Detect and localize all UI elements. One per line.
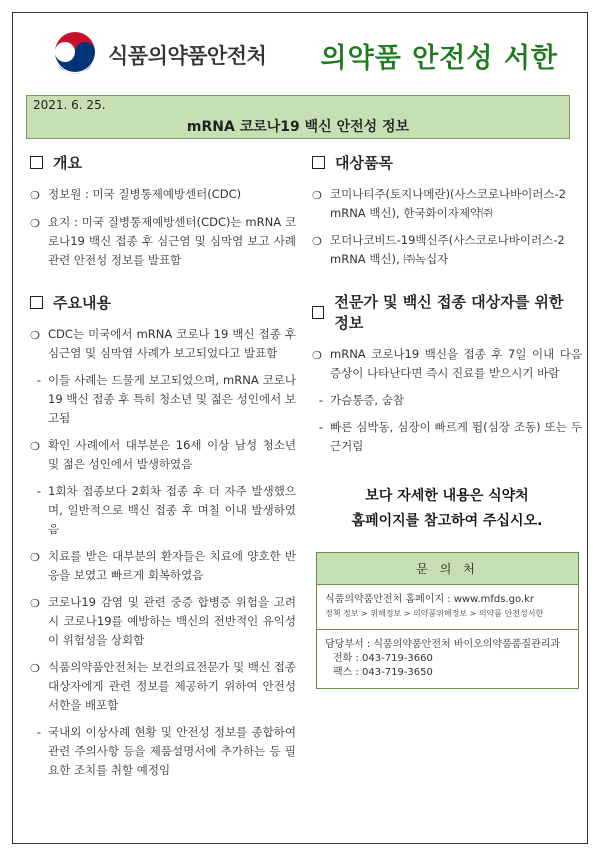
section-square-icon [30,296,43,309]
list-item [30,436,296,474]
contact-homepage [317,585,578,629]
contact-box [316,552,579,689]
left-column [30,152,296,788]
dash-bullet-icon: - [318,393,324,407]
homepage-link[interactable]: 식품의약품안전처 홈페이지 : www.mfds.go.kr [325,594,534,605]
section-square-icon [312,306,324,319]
list-item [30,371,296,428]
circle-bullet-icon: ❍ [30,329,40,342]
list-item [30,547,296,585]
main-content-list [30,325,296,780]
list-item-text: 코로나19 감염 및 관련 중증 합병증 위험을 고려시 코로나19를 예방하는 백신의 전반적인 유익성이 위험성을 상회함 [48,595,296,647]
list-item: ❍ 코미나티주(토지나메란)(사스코로나바이러스-2 mRNA 백신), 한국화이자제약㈜ [312,185,582,223]
circle-bullet-icon: ❍ [30,551,40,564]
right-column [312,152,582,689]
section-square-icon [30,156,43,169]
list-item [312,391,582,410]
list-item [30,658,296,715]
government-emblem-icon [50,30,100,80]
document-title: 의약품 안전성 서한 [320,43,558,74]
issue-date: 2021. 6. 25. [33,98,106,112]
notice-message: 보다 자세한 내용은 식약처 홈페이지를 참고하여 주십시오. [351,488,543,529]
list-item: ❍ 요지 : 미국 질병통제예방센터(CDC)는 mRNA 코로나19 백신 접종 후 심근염 및 심막염 보고 사례 관련 안전성 정보를 발표함 [30,213,296,270]
products-heading: 대상품목 [312,152,582,173]
list-item-text: 가슴통증, 숨참 [330,393,404,407]
fax-number: 팩스 : 043-719-3650 [333,667,433,678]
circle-bullet-icon: ❍ [30,440,40,453]
list-item-text: 1회차 접종보다 2회차 접종 후 더 자주 발생했으며, 일반적으로 백신 접종 후 며칠 이내 발생하였음 [48,484,296,536]
list-item-text: mRNA 코로나19 백신을 접종 후 7일 이내 다음 증상이 나타난다면 즉시 진료를 받으시기 바람 [330,347,582,380]
list-item [30,482,296,539]
list-item-text: 빠른 심박동, 심장이 빠르게 뜀(심장 조동) 또는 두근거림 [330,420,582,453]
circle-bullet-icon: ❍ [312,349,322,362]
contact-department [317,629,578,688]
list-item-text: 이들 사례는 드물게 보고되었으며, mRNA 코로나19 백신 접종 후 특히 청소년 및 젊은 성인에서 보고됨 [48,373,296,425]
main-content-heading: 주요내용 [30,292,296,313]
list-item-text: 국내외 이상사례 현황 및 안전성 정보를 종합하여 관련 주의사항 등을 제품설명서에 추가하는 등 필요한 조치를 취할 예정임 [48,725,296,777]
circle-bullet-icon: ❍ [30,189,40,202]
contact-heading: 문 의 처 [317,553,578,585]
department-name: 담당부서 : 식품의약품안전처 바이오의약품품질관리과 [325,639,561,650]
circle-bullet-icon: ❍ [312,189,322,202]
agency-name: 식품의약품안전처 [108,44,267,68]
agency-logo [50,30,266,80]
list-item-text: 치료를 받은 대부분의 환자들은 치료에 양호한 반응을 보였고 빠르게 회복하였음 [48,549,296,582]
list-item [30,723,296,780]
guidance-heading: 전문가 및 백신 접종 대상자를 위한 정보 [312,291,582,333]
circle-bullet-icon: ❍ [312,235,322,248]
subject-title: mRNA 코로나19 백신 안전성 정보 [186,119,410,135]
list-item: ❍ 모더나코비드-19백신주(사스코로나바이러스-2 mRNA 백신), ㈜녹십자 [312,231,582,269]
circle-bullet-icon: ❍ [30,217,40,230]
overview-heading: 개요 [30,152,296,173]
date-subject-bar [26,95,570,139]
list-item-text: 확인 사례에서 대부분은 16세 이상 남성 청소년 및 젊은 성인에서 발생하였음 [48,438,296,471]
section-square-icon [312,156,325,169]
list-item [30,325,296,363]
list-item [312,345,582,383]
list-item [30,593,296,650]
list-item: ❍ 정보원 : 미국 질병통제예방센터(CDC) [30,185,296,205]
circle-bullet-icon: ❍ [30,597,40,610]
guidance-list [312,345,582,456]
dash-bullet-icon: - [318,420,324,434]
dash-bullet-icon: - [36,484,42,498]
circle-bullet-icon: ❍ [30,662,40,675]
phone-number: 전화 : 043-719-3660 [333,653,433,664]
dash-bullet-icon: - [36,373,42,387]
list-item-text: 식품의약품안전처는 보건의료전문가 및 백신 접종 대상자에게 관련 정보를 제공하기 위하여 안전성 서한을 배포함 [48,660,296,712]
list-item-text: CDC는 미국에서 mRNA 코로나 19 백신 접종 후 심근염 및 심막염 사례가 보고되었다고 발표함 [48,327,296,360]
list-item [312,418,582,456]
dash-bullet-icon: - [36,725,42,739]
homepage-path: 정책 정보 > 위해정보 > 의약품위해정보 > 의약품 안전성서한 [325,609,544,618]
